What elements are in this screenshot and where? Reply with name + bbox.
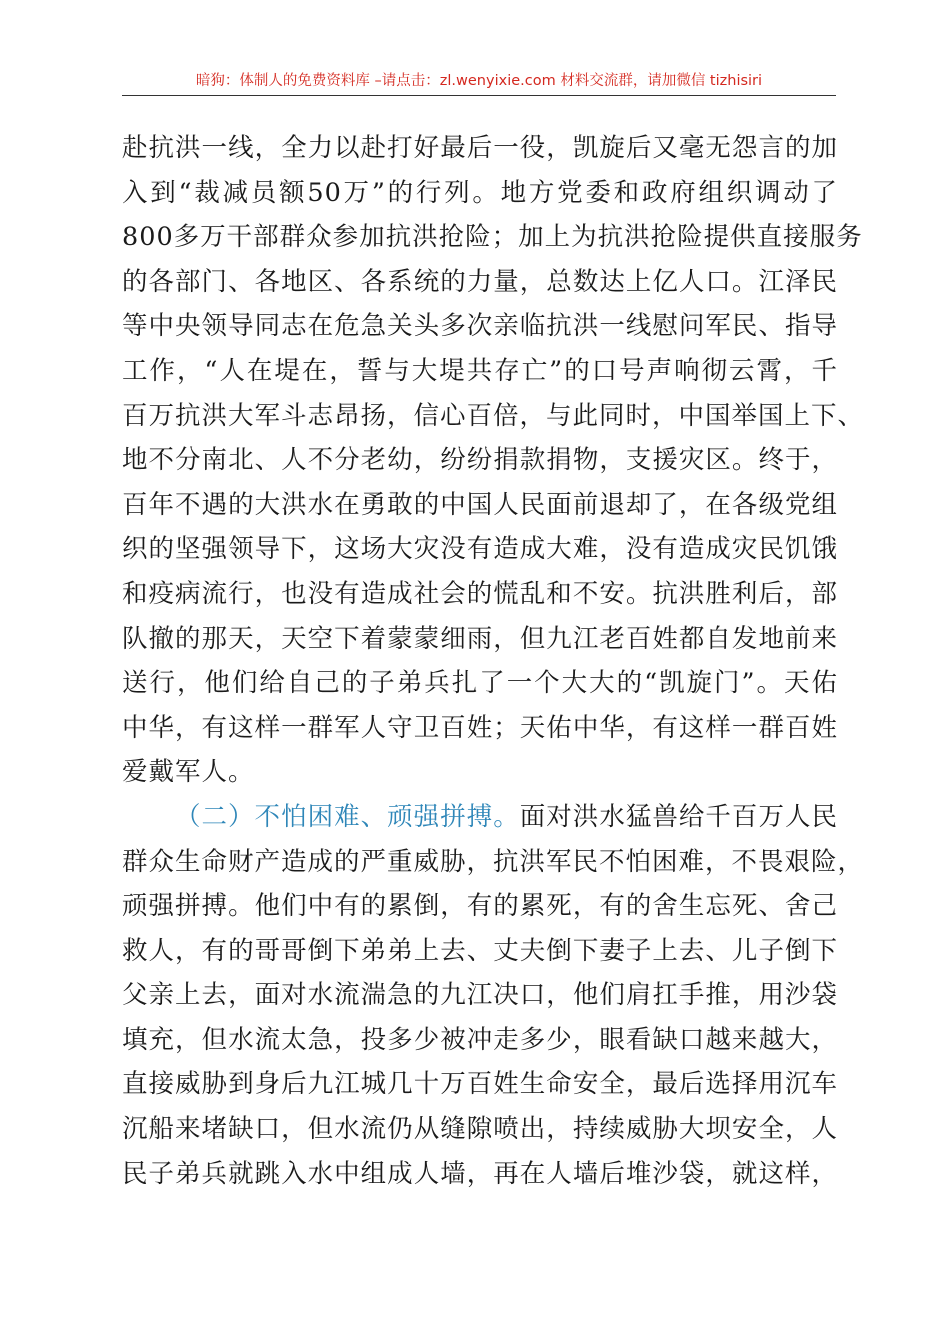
section-heading: （二）不怕困难、顽强拼搏。 [175,801,520,832]
text-line: 工作，“人在堤在，誓与大堤共存亡”的口号声响彻云霄，千 [122,355,838,386]
text-line: 入到“裁减员额50万”的行列。地方党委和政府组织调动了 [122,177,838,208]
header-divider [122,95,836,96]
text-line: 赴抗洪一线，全力以赴打好最后一役，凯旋后又毫无怨言的加 [122,133,838,163]
text-line: 送行，他们给自己的子弟兵扎了一个大大的“凯旋门”。天佑 [122,668,838,699]
paragraph-1 [122,126,865,795]
paragraph-first-line [122,795,838,840]
text-line: 织的坚强领导下，这场大灾没有造成大难，没有造成灾民饥饿 [122,534,838,565]
text-line: 队撤的那天，天空下着蒙蒙细雨，但九江老百姓都自发地前来 [122,623,838,654]
text-line: 和疫病流行，也没有造成社会的慌乱和不安。抗洪胜利后，部 [122,578,838,609]
text-line: 800多万干部群众参加抗洪抢险；加上为抗洪抢险提供直接服务 [122,222,863,253]
text-line: 百年不遇的大洪水在勇敢的中国人民面前退却了，在各级党组 [122,489,838,520]
text-line: 民子弟兵就跳入水中组成人墙，再在人墙后堆沙袋，就这样， [122,1158,838,1189]
header-banner[interactable]: 暗狗：体制人的免费资料库 –请点击：zl.wenyixie.com 材料交流群，请加微信 tizhisiri [195,73,763,89]
text-line: 父亲上去，面对水流湍急的九江决口，他们肩扛手推，用沙袋 [122,980,838,1011]
text-line: 爱戴军人。 [122,757,255,788]
text-run: 面对洪水猛兽给千百万人民 [519,801,838,832]
text-line: 沉船来堵缺口，但水流仍从缝隙喷出，持续威胁大坝安全，人 [122,1114,838,1145]
text-line: 直接威胁到身后九江城几十万百姓生命安全，最后选择用沉车 [122,1069,838,1100]
text-line: 中华，有这样一群军人守卫百姓；天佑中华，有这样一群百姓 [122,712,838,743]
document-body [122,126,865,1196]
paragraph-2 [122,795,865,1196]
text-line: 等中央领导同志在危急关头多次亲临抗洪一线慰问军民、指导 [122,311,838,342]
text-line: 百万抗洪大军斗志昂扬，信心百倍，与此同时，中国举国上下、 [122,400,865,431]
text-line: 救人，有的哥哥倒下弟弟上去、丈夫倒下妻子上去、儿子倒下 [122,935,838,966]
text-line: 的各部门、各地区、各系统的力量，总数达上亿人口。江泽民 [122,266,838,297]
text-line: 群众生命财产造成的严重威胁，抗洪军民不怕困难，不畏艰险， [122,846,865,877]
text-line: 地不分南北、人不分老幼，纷纷捐款捐物，支援灾区。终于， [122,445,838,476]
text-line: 顽强拼搏。他们中有的累倒，有的累死，有的舍生忘死、舍己 [122,891,838,922]
text-line: 填充，但水流太急，投多少被冲走多少，眼看缺口越来越大， [122,1024,838,1055]
